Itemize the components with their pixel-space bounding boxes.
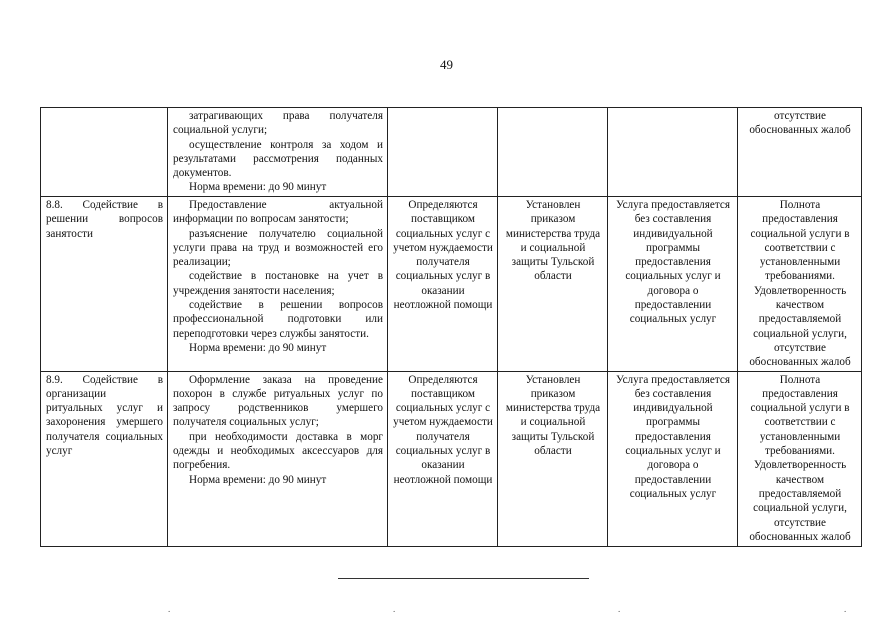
content-line: затрагивающих права получателя социальной услуги; bbox=[173, 110, 383, 137]
service-name-cell: 8.8. Содействие в решении вопросов занятости bbox=[41, 197, 168, 372]
content-line: Оформление заказа на проведение похорон в службе ритуальных услуг по запросу родственников умершего получателя социальных услуг; bbox=[173, 373, 383, 429]
time-norm: Норма времени: до 90 минут bbox=[189, 181, 327, 194]
cost-cell: Установлен приказом министерства труда и социальной защиты Тульской области bbox=[498, 197, 608, 372]
page-number: 49 bbox=[440, 57, 453, 72]
timing-cell: Определяются поставщиком социальных услуг с учетом нуждаемости получателя социальных услуг в оказании неотложной помощи bbox=[388, 371, 498, 546]
content-line: содействие в решении вопросов профессиональной подготовки или переподготовки через службы занятости. bbox=[173, 299, 383, 340]
conditions-cell: Услуга предоставляется без составления индивидуальной программы предоставления социальных услуг и договора о предоставлении социальных услуг bbox=[608, 371, 738, 546]
service-content-cell bbox=[168, 371, 388, 546]
content-line: Предоставление актуальной информации по вопросам занятости; bbox=[173, 199, 383, 226]
quality-cell: Полнота предоставления социальной услуги в соответствии с установленными требованиями. Удовлетворенность качеством предоставляемой социальной услуги, отсутствие обоснованных жалоб bbox=[738, 371, 862, 546]
footer-mark: . bbox=[844, 604, 847, 614]
conditions-cell: Услуга предоставляется без составления индивидуальной программы предоставления социальных услуг и договора о предоставлении социальных услуг bbox=[608, 197, 738, 372]
content-line: содействие в постановке на учет в учреждения занятости населения; bbox=[173, 270, 383, 297]
service-content-cell bbox=[168, 197, 388, 372]
cost-cell: Установлен приказом министерства труда и социальной защиты Тульской области bbox=[498, 371, 608, 546]
content-line: при необходимости доставка в морг одежды и необходимых аксессуаров для погребения. bbox=[173, 430, 383, 472]
footer-mark: . bbox=[168, 604, 171, 614]
timing-cell bbox=[388, 108, 498, 197]
table-row bbox=[41, 197, 862, 372]
quality-cell: отсутствие обоснованных жалоб bbox=[738, 108, 862, 197]
table-row bbox=[41, 108, 862, 197]
footer-mark: . bbox=[618, 604, 621, 614]
cost-cell bbox=[498, 108, 608, 197]
time-norm: Норма времени: до 90 минут bbox=[189, 341, 327, 354]
services-table bbox=[40, 107, 862, 547]
content-line: разъяснение получателю социальной услуги права на труд и возможностей его реализации; bbox=[173, 227, 383, 269]
service-name-cell: 8.9. Содействие в организации ритуальных услуг и захоронения умершего получателя социальных услуг bbox=[41, 371, 168, 546]
quality-cell: Полнота предоставления социальной услуги в соответствии с установленными требованиями. Удовлетворенность качеством предоставляемой социальной услуги, отсутствие обоснованных жалоб bbox=[738, 197, 862, 372]
conditions-cell bbox=[608, 108, 738, 197]
table-row bbox=[41, 371, 862, 546]
footer-mark: . bbox=[393, 604, 396, 614]
content-line: осуществление контроля за ходом и результатами рассмотрения поданных документов. bbox=[173, 138, 383, 180]
service-name-cell bbox=[41, 108, 168, 197]
service-content-cell bbox=[168, 108, 388, 197]
separator-line bbox=[338, 578, 589, 579]
timing-cell: Определяются поставщиком социальных услуг с учетом нуждаемости получателя социальных услуг в оказании неотложной помощи bbox=[388, 197, 498, 372]
time-norm: Норма времени: до 90 минут bbox=[189, 473, 327, 486]
